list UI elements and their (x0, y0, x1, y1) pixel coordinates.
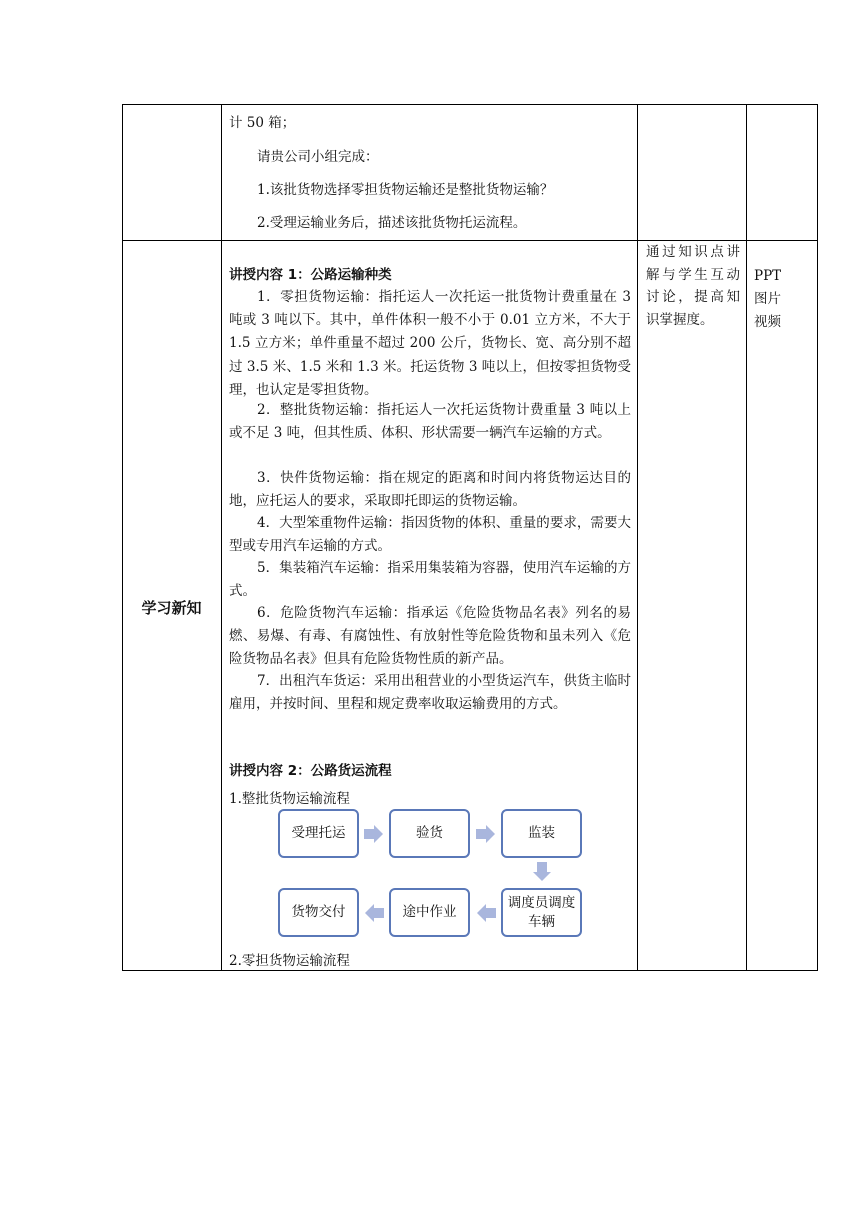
flow-step-accept-consignment: 受理托运 (278, 809, 359, 858)
flow-step-in-transit: 途中作业 (389, 888, 470, 937)
section-1-item-5: 5．集装箱汽车运输：指采用集装箱为容器，使用汽车运输的方式。 (229, 560, 631, 600)
flow-step-supervise-loading: 监装 (501, 809, 582, 858)
flow-1-title: 1.整批货物运输流程 (229, 791, 350, 807)
table-right-border (817, 104, 818, 971)
arrow-left-icon (364, 904, 384, 922)
section-1-title: 讲授内容 1：公路运输种类 (229, 267, 392, 283)
resource-video: 视频 (754, 314, 781, 330)
teaching-method-text: 通过知识点讲解与学生互动讨论，提高知识掌握度。 (646, 244, 740, 328)
top-row-line-2: 请贵公司小组完成： (257, 149, 379, 165)
row-label-study: 学习新知 (141, 599, 202, 617)
section-1-item-2: 2．整批货物运输：指托运人一次托运货物计费重量 3 吨以上或不足 3 吨，但其性质、体积、形状需要一辆汽车运输的方式。 (229, 402, 631, 442)
section-1-item-3: 3．快件货物运输：指在规定的距离和时间内将货物运达目的地，应托运人的要求，采取即托即运的货物运输。 (229, 470, 631, 510)
table-left-border (122, 104, 123, 971)
flow-2-title: 2.零担货物运输流程 (229, 953, 350, 969)
arrow-right-icon (476, 825, 496, 843)
top-row-line-1: 计 50 箱； (229, 115, 296, 131)
arrow-down-icon (533, 862, 551, 882)
table-top-border (122, 104, 818, 105)
table-col-divider-1 (221, 104, 222, 971)
section-2-title: 讲授内容 2：公路货运流程 (229, 763, 392, 779)
section-1-item-6: 6．危险货物汽车运输：指承运《危险货物品名表》列名的易燃、易爆、有毒、有腐蚀性、有放射性等危险货物和虽未列入《危险货物品名表》但具有危险货物性质的新产品。 (229, 605, 631, 668)
section-1-item-7: 7．出租汽车货运：采用出租营业的小型货运汽车，供货主临时雇用，并按时间、里程和规定费率收取运输费用的方式。 (229, 673, 631, 713)
table-bottom-border (122, 970, 818, 971)
arrow-left-icon (476, 904, 496, 922)
arrow-right-icon (364, 825, 384, 843)
table-col-divider-3 (746, 104, 747, 971)
top-row-line-4: 2.受理运输业务后，描述该批货物托运流程。 (257, 215, 527, 231)
flow-step-deliver-goods: 货物交付 (278, 888, 359, 937)
section-1-item-1: 1．零担货物运输：指托运人一次托运一批货物计费重量在 3 吨或 3 吨以下。其中，单件体积一般不小于 0.01 立方米，不大于 1.5 立方米；单件重量不超过 200 公斤，货物长、宽、高分别不超过 3.5 米、1.5 米和 1.3 米。托运货物 3 吨以上，但按零担货物受理，也认定是零担货物。 (229, 289, 631, 398)
resource-ppt: PPT (754, 268, 782, 284)
top-row-line-3: 1.该批货物选择零担货物运输还是整批货物运输？ (257, 182, 554, 198)
flow-step-dispatch-vehicle: 调度员调度车辆 (501, 888, 582, 937)
section-1-item-4: 4．大型笨重物件运输：指因货物的体积、重量的要求，需要大型或专用汽车运输的方式。 (229, 515, 631, 555)
resource-images: 图片 (754, 291, 781, 307)
flow-step-inspect-goods: 验货 (389, 809, 470, 858)
table-col-divider-2 (637, 104, 638, 971)
